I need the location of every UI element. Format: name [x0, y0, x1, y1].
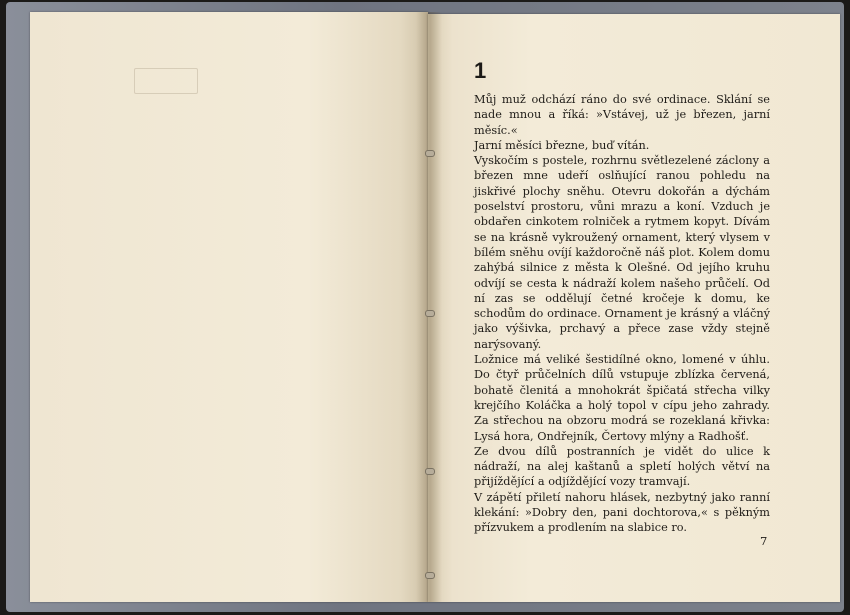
paragraph: Jarní měsíci březne, buď vítán.	[474, 138, 650, 152]
paragraph: Můj muž odchází ráno do své ordinace. Sklání se nade mnou a říká: »Vstávej, už je březen, jarní měsíc.«	[474, 93, 770, 137]
chapter-number: 1	[474, 58, 487, 83]
left-page-blank	[30, 12, 428, 602]
binding-thread	[425, 572, 435, 579]
binding-thread	[425, 310, 435, 317]
paragraph: V zápětí přiletí nahoru hlásek, nezbytný jako ranní klekání: »Dobry den, pani dochtorova,« s pěkným přízvukem a prodlením na slabice ro.	[474, 490, 770, 535]
paragraph: Ložnice má veliké šestidílné okno, lomené v úhlu. Do čtyř průčelních dílů vstupuje zblízka červená, bohatě členitá a mnohokrát špičatá střecha vilky krejčího Koláčka a holý topol v cípu jeho zahrady. Za střechou na obzoru modrá se rozeklaná křivka: Lysá hora, Ondřejník, Čertovy mlýny a Radhošť.	[474, 353, 770, 443]
show-through-mark	[134, 68, 198, 94]
binding-thread	[425, 468, 435, 475]
book-gutter	[416, 12, 442, 602]
paragraph: Vyskočím s postele, rozhrnu světlezelené záclony a březen mne udeří oslňující ranou pohledu na jiskřivé plochy sněhu. Otevru dokořán a dýchám poselství prostoru, vůni mrazu a koní. Vzduch je obdařen cinkotem rolniček a rytmem kopyt. Dívám se na krásně vykroužený ornament, který vlysem v bílém sněhu ovíjí každoročně náš plot. Kolem domu zahýbá silnice z města k Olešné. Od jejího kruhu odvíjí se cesta k nádraží kolem našeho průčelí. Od ní zas se oddělují četné kročeje k domu, ke schodům do ordinace. Ornament je krásný a vláčný jako výšivka, prchavý a přece zase vždy stejně narýsovaný.	[474, 154, 770, 351]
chapter-text	[474, 92, 770, 536]
page-number: 7	[760, 534, 768, 548]
binding-thread	[425, 150, 435, 157]
paragraph: Ze dvou dílů postranních je vidět do ulice k nádraží, na alej kaštanů a spletí holých větví na přijíždějící a odjíždějící vozy tramvají.	[474, 444, 770, 489]
